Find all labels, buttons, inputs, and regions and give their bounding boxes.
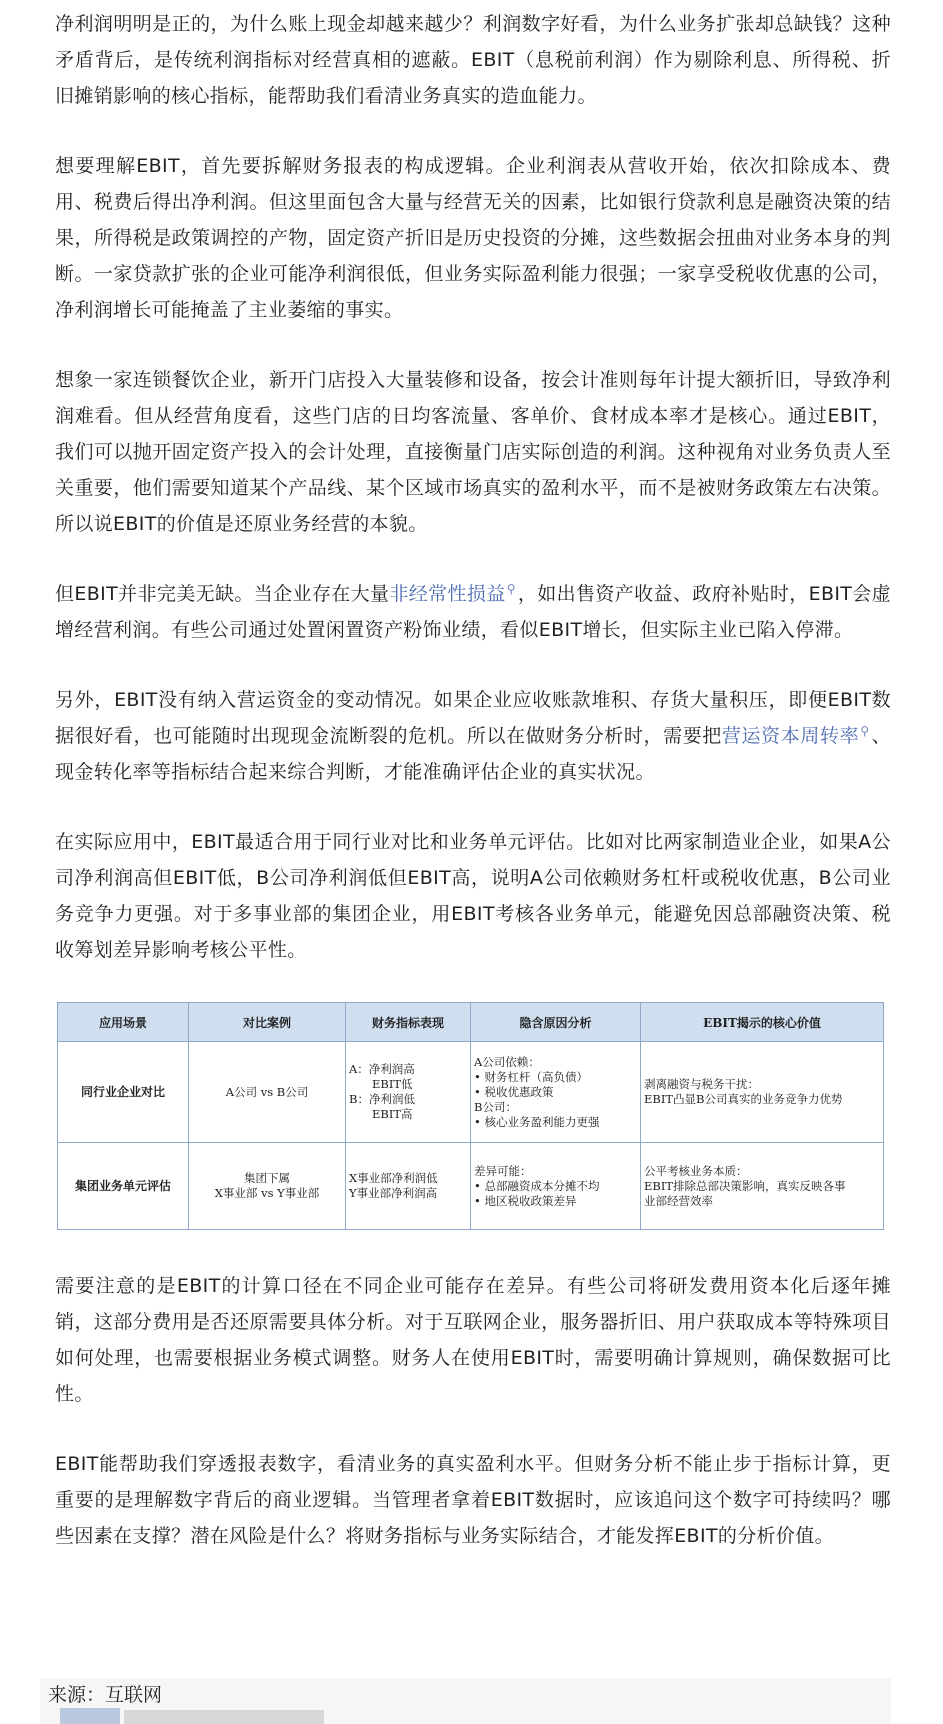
cell-scene: 集团业务单元评估 (58, 1143, 189, 1230)
paragraph-text: EBIT能帮助我们穿透报表数字，看清业务的真实盈利水平。但财务分析不能止步于指标计算，更重要的是理解数字背后的商业逻辑。当管理者拿着EBIT数据时，应该追问这个数字可持续吗？哪些因素在支撑？潜在风险是什么？将财务指标与业务实际结合，才能发挥EBIT的分析价值。 (55, 1453, 891, 1547)
cell-line: • 财务杠杆（高负债） (474, 1069, 588, 1084)
cell-line: 差异可能： (474, 1163, 532, 1178)
paragraph-text: ，如出售资产收益、政府补贴时，EBIT会虚增经营利润。有些公司通过处置闲置资产粉饰业绩，看似EBIT增长，但实际主业已陷入停滞。 (55, 583, 891, 641)
article-paragraphs-bottom (55, 1268, 891, 1554)
header-indicators: 财务指标表现 (346, 1003, 471, 1042)
cell-line: EBIT高 (349, 1107, 413, 1121)
cell-case (189, 1143, 346, 1230)
paragraph (55, 1268, 891, 1412)
cell-line: • 总部融资成本分摊不均 (474, 1178, 600, 1193)
paragraph-text: 另外，EBIT没有纳入营运资金的变动情况。如果企业应收账款堆积、存货大量积压，即便EBIT数据很好看，也可能随时出现现金流断裂的危机。所以在做财务分析时，需要把 (55, 689, 891, 747)
cell-line: • 税收优惠政策 (474, 1084, 554, 1099)
cell-line: X事业部 vs Y事业部 (214, 1186, 320, 1200)
paragraph-text: 想象一家连锁餐饮企业，新开门店投入大量装修和设备，按会计准则每年计提大额折旧，导致净利润难看。但从经营角度看，这些门店的日均客流量、客单价、食材成本率才是核心。通过EBIT，我们可以抛开固定资产投入的会计处理，直接衡量门店实际创造的利润。这种视角对业务负责人至关重要，他们需要知道某个产品线、某个区域市场真实的盈利水平，而不是被财务政策左右决策。所以说EBIT的价值是还原业务经营的本貌。 (55, 369, 891, 535)
cell-line: X事业部净利润低 (349, 1171, 438, 1185)
paragraph (55, 1446, 891, 1554)
source-label: 来源：互联网 (48, 1684, 163, 1706)
cell-line: B：净利润低 (349, 1092, 415, 1106)
blurred-text (124, 1710, 324, 1724)
cell-value (641, 1042, 884, 1143)
cell-line: 业部经营效率 (644, 1193, 713, 1208)
header-causes: 隐含原因分析 (471, 1003, 641, 1042)
paragraph-text: 但EBIT并非完美无缺。当企业存在大量 (55, 583, 390, 605)
cell-causes (471, 1143, 641, 1230)
search-icon[interactable]: ⚲ (506, 581, 516, 596)
blurred-logo (60, 1708, 120, 1724)
paragraph (55, 362, 891, 542)
paragraph (55, 824, 891, 968)
header-value: EBIT揭示的核心价值 (641, 1003, 884, 1042)
paragraph (55, 682, 891, 790)
cell-value (641, 1143, 884, 1230)
header-case: 对比案例 (189, 1003, 346, 1042)
table-row (58, 1143, 884, 1230)
cell-line: A：净利润高 (349, 1062, 415, 1076)
cell-indicators (346, 1042, 471, 1143)
cell-line: A公司 vs B公司 (225, 1084, 309, 1099)
paragraph-text: 、现金转化率等指标结合起来综合判断，才能准确评估企业的真实状况。 (55, 725, 891, 783)
table-row (58, 1042, 884, 1143)
cell-line: B公司： (474, 1099, 517, 1114)
paragraph-text: 想要理解EBIT，首先要拆解财务报表的构成逻辑。企业利润表从营收开始，依次扣除成本、费用、税费后得出净利润。但这里面包含大量与经营无关的因素，比如银行贷款利息是融资决策的结果，所得税是政策调控的产物，固定资产折旧是历史投资的分摊，这些数据会扭曲对业务本身的判断。一家贷款扩张的企业可能净利润很低，但业务实际盈利能力很强；一家享受税收优惠的公司，净利润增长可能掩盖了主业萎缩的事实。 (55, 155, 891, 321)
term-link[interactable]: 营运资本周转率 (721, 725, 860, 747)
paragraph-text: 需要注意的是EBIT的计算口径在不同企业可能存在差异。有些公司将研发费用资本化后逐年摊销，这部分费用是否还原需要具体分析。对于互联网企业，服务器折旧、用户获取成本等特殊项目如何处理，也需要根据业务模式调整。财务人在使用EBIT时，需要明确计算规则，确保数据可比性。 (55, 1275, 891, 1405)
comparison-table-container (57, 1002, 883, 1230)
cell-line: 集团下属 (244, 1171, 290, 1185)
header-scene: 应用场景 (58, 1003, 189, 1042)
paragraph (55, 148, 891, 328)
article-paragraphs-top (55, 6, 891, 968)
paragraph-text: 在实际应用中，EBIT最适合用于同行业对比和业务单元评估。比如对比两家制造业企业，如果A公司净利润高但EBIT低，B公司净利润低但EBIT高，说明A公司依赖财务杠杆或税收优惠，B公司业务竞争力更强。对于多事业部的集团企业，用EBIT考核各业务单元，能避免因总部融资决策、税收筹划差异影响考核公平性。 (55, 831, 891, 961)
term-link[interactable]: 非经常性损益 (389, 583, 506, 605)
cell-line: EBIT凸显B公司真实的业务竞争力优势 (644, 1092, 843, 1106)
cell-line: • 地区税收政策差异 (474, 1193, 577, 1208)
cell-line: • 核心业务盈利能力更强 (474, 1114, 600, 1129)
cell-line: 剥离融资与税务干扰： (644, 1077, 759, 1091)
cell-indicators (346, 1143, 471, 1230)
cell-line: EBIT低 (349, 1077, 413, 1091)
cell-line: EBIT排除总部决策影响，真实反映各事 (644, 1178, 846, 1193)
paragraph (55, 6, 891, 114)
cell-line: A公司依赖： (474, 1054, 540, 1069)
paragraph (55, 576, 891, 648)
cell-line: Y事业部净利润高 (349, 1186, 438, 1200)
table-header-row (58, 1003, 884, 1042)
ebit-comparison-table (57, 1002, 884, 1230)
cell-line: 公平考核业务本质： (644, 1163, 748, 1178)
cell-scene: 同行业企业对比 (58, 1042, 189, 1143)
search-icon[interactable]: ⚲ (860, 723, 870, 738)
cell-case (189, 1042, 346, 1143)
article-body (55, 6, 891, 1588)
cell-causes (471, 1042, 641, 1143)
source-footer (40, 1678, 891, 1724)
table-body (58, 1042, 884, 1230)
paragraph-text: 净利润明明是正的，为什么账上现金却越来越少？利润数字好看，为什么业务扩张却总缺钱？这种矛盾背后，是传统利润指标对经营真相的遮蔽。EBIT（息税前利润）作为剔除利息、所得税、折旧摊销影响的核心指标，能帮助我们看清业务真实的造血能力。 (55, 13, 891, 107)
